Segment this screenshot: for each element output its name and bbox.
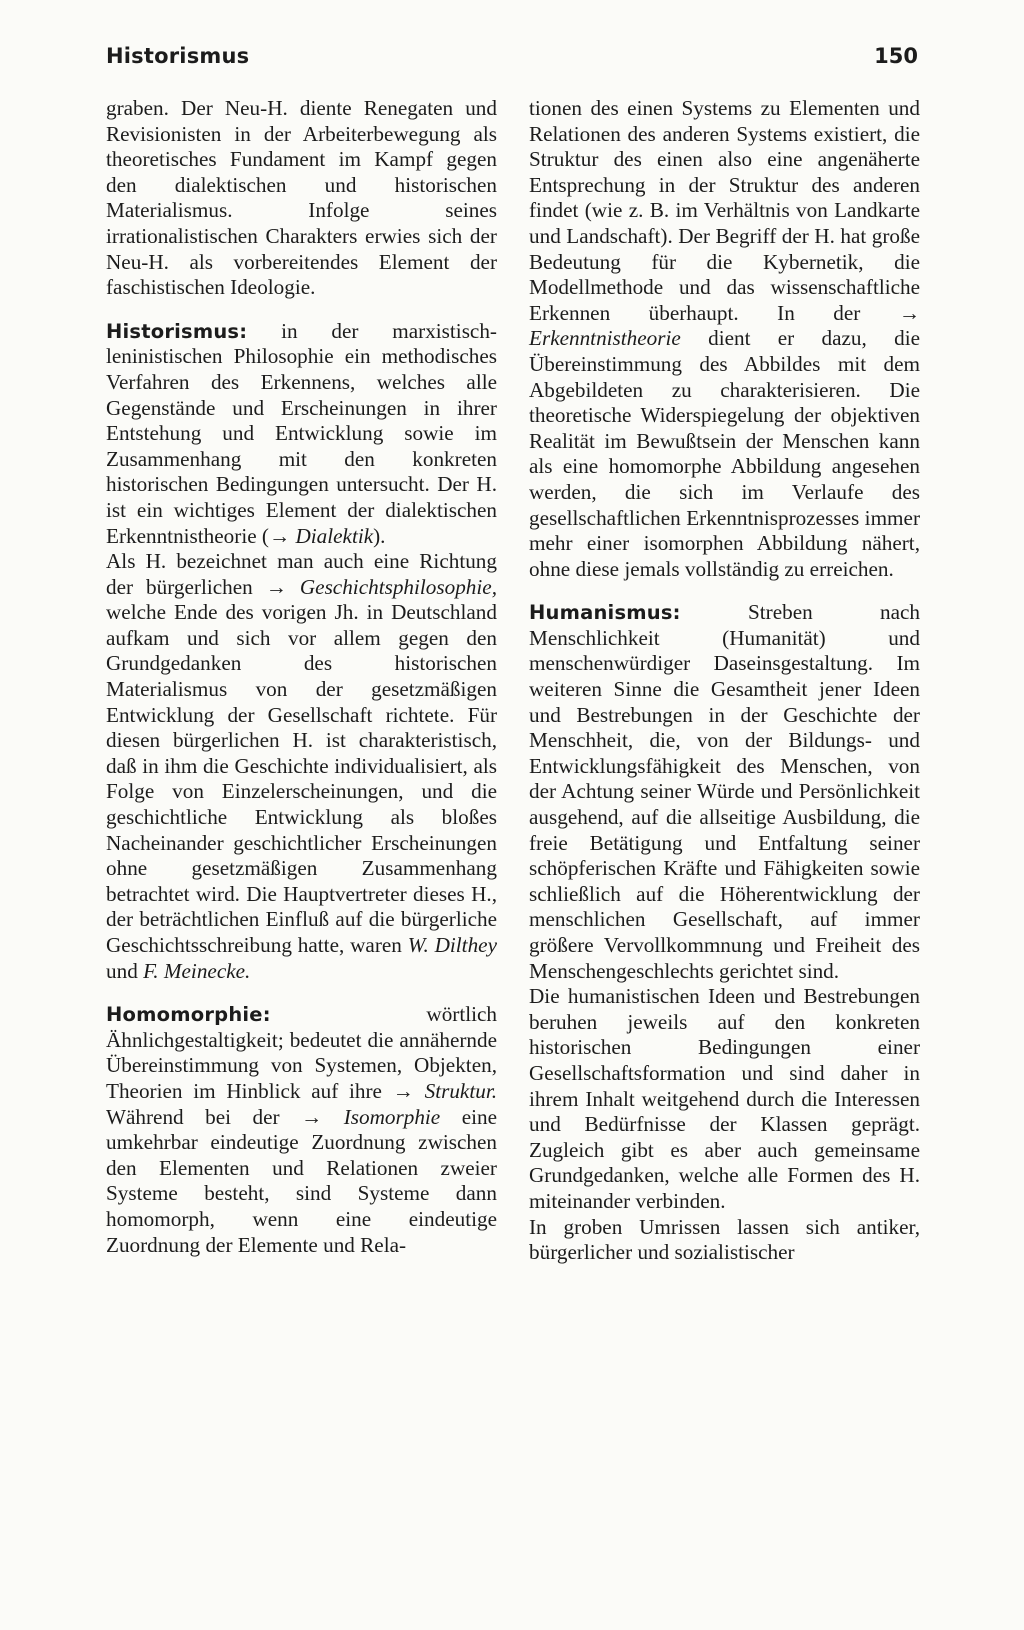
person-name: W. Dilthey: [407, 933, 497, 957]
cross-reference-arrow-icon: →: [392, 1078, 425, 1103]
humanismus-paragraph-1: [529, 600, 920, 984]
entry-text: und: [106, 958, 144, 983]
entry-text: eine umkehrbar eindeutige Zuordnung zwischen den Elementen und Relationen zweier Systeme besteht, sind Systeme dann homomorph, wenn eine eindeutige Zuordnung der Elemente und Rela-: [106, 1104, 497, 1257]
entry-text: wörtlich Ähnlichgestaltigkeit; bedeutet die annähernde Übereinstimmung von Systemen, Objekten, Theorien im Hinblick auf ihre: [106, 1002, 497, 1103]
entry-homomorphie-continued: [529, 96, 920, 582]
entry-text: in der marxistisch-leninistischen Philosophie ein methodisches Verfahren des Erkennens, welches alle Gegenstände und Erscheinungen in ihrer Entstehung und Entwicklung sowie im Zusammenhang mit den konkreten historischen Bedingungen untersucht. Der H. ist ein wichtiges Element der dialektischen Erkenntnistheorie (: [106, 318, 497, 548]
humanismus-paragraph-2: Die humanistischen Ideen und Bestrebungen beruhen jeweils auf den konkreten historischen Bedingungen einer Gesellschaftsformation und sind daher in ihrem Inhalt weitgehend durch die Interessen und Bedürfnisse der Klassen geprägt. Zugleich gibt es aber auch gemeinsame Grundgedanken, welche alle Formen des H. miteinander verbinden.: [529, 984, 920, 1213]
historismus-paragraph-2: [106, 549, 497, 984]
entry-humanismus: [529, 600, 920, 1265]
cross-reference: Isomorphie: [343, 1104, 441, 1129]
entry-term: Homomorphie:: [106, 1003, 271, 1027]
cross-reference-arrow-icon: →: [265, 574, 300, 599]
homomorphie-paragraph: [106, 1002, 497, 1258]
historismus-paragraph-1: [106, 319, 497, 549]
page-header: [106, 44, 918, 78]
entry-text: dient er dazu, die Übereinstimmung des Abbildes mit dem Abgebildeten zu charakterisieren. Die theoretische Widerspiegelung der objektiven Realität im Bewußtsein der Menschen kann als eine homomorphe Abbildung angesehen werden, die sich im Verlaufe des gesellschaftlichen Erkenntnisprozesses immer mehr einer isomorphen Abbildung nähert, ohne diese jemals vollständig zu erreichen.: [529, 326, 920, 581]
entry-text: Als H. bezeichnet man auch eine Richtung der bürgerlichen: [106, 549, 497, 599]
entry-text: Streben nach Menschlichkeit (Humanität) und menschenwürdiger Daseinsgestaltung. Im weiteren Sinne die Gesamtheit jener Ideen und Bestrebungen in der Geschichte der Menschheit, die, von der Bildungs- und Entwicklungsfähigkeit des Menschen, von der Achtung seiner Würde und Persönlichkeit ausgehend, auf die allseitige Ausbildung, die freie Betätigung und Entfaltung seiner schöpferischen Kräfte und Fähigkeiten sowie schließlich auf die Höherentwicklung der menschlichen Gesellschaft, auf immer größere Vervollkommnung und Freiheit des Menschengeschlechts gerichtet sind.: [529, 600, 920, 983]
cross-reference-arrow-icon: →: [898, 300, 920, 325]
homomorphie-continued-paragraph: [529, 96, 920, 582]
right-column: [529, 96, 920, 1266]
running-head: Historismus: [106, 44, 250, 68]
entry-text: ).: [373, 523, 386, 548]
cross-reference: Struktur.: [424, 1078, 498, 1103]
entry-homomorphie: [106, 1002, 497, 1258]
person-name: F. Meinecke.: [143, 958, 251, 983]
left-column: [106, 96, 497, 1258]
entry-text: Während bei der: [106, 1104, 302, 1129]
cross-reference: Dialektik: [295, 523, 374, 548]
entry-term: Humanismus:: [529, 601, 681, 625]
entry-term: Historismus:: [106, 319, 248, 343]
entry-text: welche Ende des vorigen Jh. in Deutschland aufkam und sich vor allem gegen den Grundgedanken des historischen Materialismus von der gesetzmäßigen Entwicklung der Gesellschaft richtete. Für diesen bürgerlichen H. ist charakteristisch, daß in ihm die Geschichte individualisiert, als Folge von Einzelerscheinungen, und die geschichtliche Entwicklung als bloßes Nacheinander geschichtlicher Erscheinungen ohne gesetzmäßigen Zusammenhang betrachtet wird. Die Hauptvertreter dieses H., der beträchtlichen Einfluß auf die bürgerliche Geschichtsschreibung hatte, waren: [106, 600, 497, 957]
entry-historismus: [106, 319, 497, 984]
cross-reference: Geschichtsphilosophie,: [299, 574, 497, 599]
cross-reference-arrow-icon: →: [301, 1104, 344, 1129]
entry-continuation: [106, 96, 497, 301]
continuation-paragraph: graben. Der Neu-H. diente Renegaten und Revisionisten in der Arbeiterbewegung als theoretisches Fundament im Kampf gegen den dialektischen und historischen Materialismus. Infolge seines irrationalistischen Charakters erwies sich der Neu-H. als vorbereitendes Element der faschistischen Ideologie.: [106, 96, 497, 300]
humanismus-paragraph-3: In groben Umrissen lassen sich antiker, bürgerlicher und sozialistischer: [529, 1214, 920, 1265]
page-number: 150: [874, 44, 918, 68]
entry-text: tionen des einen Systems zu Elementen und Relationen des anderen Systems existiert, die Struktur des einen also eine angenäherte Entsprechung in der Struktur des anderen findet (wie z. B. im Verhältnis von Landkarte und Landschaft). Der Begriff der H. hat große Bedeutung für die Kybernetik, die Modellmethode und das wissenschaftliche Erkennen überhaupt. In der: [529, 96, 920, 325]
cross-reference: Erkenntnistheorie: [529, 326, 681, 351]
cross-reference-arrow-icon: →: [268, 523, 296, 548]
